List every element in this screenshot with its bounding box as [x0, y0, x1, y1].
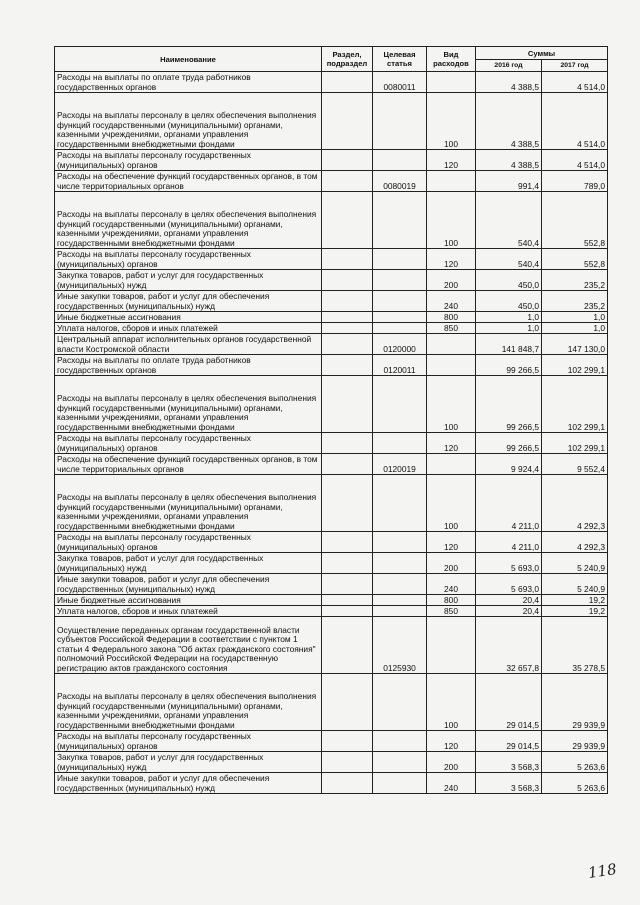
cell-target [373, 532, 427, 553]
cell-section [322, 355, 373, 376]
cell-2017: 552,8 [542, 192, 608, 249]
cell-name: Осуществление переданных органам государственной власти субъектов Российской Федерации в соответствии с пунктом 1 статьи 4 Федерального закона "Об актах гражданского состояния" полномочий Российской Федерации на государственную регистрацию актов гражданского состояния [55, 617, 322, 674]
table-row [55, 192, 608, 249]
cell-section [322, 773, 373, 794]
cell-2017: 102 299,1 [542, 376, 608, 433]
cell-name: Иные закупки товаров, работ и услуг для обеспечения государственных (муниципальных) нужд [55, 574, 322, 595]
cell-target [373, 475, 427, 532]
cell-kind [427, 355, 476, 376]
cell-2017: 235,2 [542, 270, 608, 291]
cell-section [322, 606, 373, 617]
cell-kind: 200 [427, 270, 476, 291]
cell-2016: 141 848,7 [476, 334, 542, 355]
cell-kind: 100 [427, 674, 476, 731]
table-row [55, 72, 608, 93]
cell-target [373, 731, 427, 752]
cell-kind [427, 171, 476, 192]
cell-2016: 3 568,3 [476, 752, 542, 773]
header-section: Раздел, подраздел [322, 47, 373, 72]
cell-target: 0120019 [373, 454, 427, 475]
cell-2016: 1,0 [476, 312, 542, 323]
cell-name: Иные бюджетные ассигнования [55, 595, 322, 606]
cell-target [373, 553, 427, 574]
cell-kind: 100 [427, 192, 476, 249]
table-row [55, 617, 608, 674]
cell-section [322, 752, 373, 773]
cell-kind: 120 [427, 150, 476, 171]
cell-name: Центральный аппарат исполнительных органов государственной власти Костромской области [55, 334, 322, 355]
cell-section [322, 192, 373, 249]
cell-2017: 1,0 [542, 312, 608, 323]
cell-2017: 5 263,6 [542, 752, 608, 773]
cell-kind: 200 [427, 752, 476, 773]
header-target: Целевая статья [373, 47, 427, 72]
cell-2017: 789,0 [542, 171, 608, 192]
cell-section [322, 617, 373, 674]
cell-target [373, 752, 427, 773]
cell-2017: 5 240,9 [542, 553, 608, 574]
cell-target [373, 773, 427, 794]
cell-section [322, 674, 373, 731]
cell-2016: 5 693,0 [476, 553, 542, 574]
table-row [55, 355, 608, 376]
cell-name: Расходы на выплаты по оплате труда работников государственных органов [55, 72, 322, 93]
table-row [55, 674, 608, 731]
cell-2017: 147 130,0 [542, 334, 608, 355]
cell-2016: 540,4 [476, 192, 542, 249]
table-row [55, 323, 608, 334]
cell-2016: 29 014,5 [476, 674, 542, 731]
cell-kind [427, 454, 476, 475]
cell-section [322, 93, 373, 150]
cell-2016: 32 657,8 [476, 617, 542, 674]
cell-target [373, 376, 427, 433]
table-row [55, 291, 608, 312]
cell-2017: 19,2 [542, 606, 608, 617]
cell-kind: 240 [427, 291, 476, 312]
cell-section [322, 574, 373, 595]
cell-target [373, 270, 427, 291]
cell-kind: 100 [427, 376, 476, 433]
cell-kind: 240 [427, 574, 476, 595]
cell-target [373, 574, 427, 595]
cell-name: Иные закупки товаров, работ и услуг для обеспечения государственных (муниципальных) нужд [55, 773, 322, 794]
cell-section [322, 249, 373, 270]
table-header [55, 47, 608, 72]
cell-section [322, 323, 373, 334]
cell-name: Закупка товаров, работ и услуг для государственных (муниципальных) нужд [55, 752, 322, 773]
cell-2016: 4 211,0 [476, 532, 542, 553]
cell-section [322, 150, 373, 171]
table-row [55, 150, 608, 171]
table-row [55, 606, 608, 617]
table-row [55, 249, 608, 270]
cell-2017: 4 292,3 [542, 532, 608, 553]
cell-target [373, 150, 427, 171]
cell-kind: 100 [427, 475, 476, 532]
table-row [55, 731, 608, 752]
cell-2017: 35 278,5 [542, 617, 608, 674]
header-year-2017: 2017 год [542, 60, 608, 72]
cell-2017: 4 514,0 [542, 150, 608, 171]
cell-section [322, 553, 373, 574]
cell-2016: 3 568,3 [476, 773, 542, 794]
cell-kind: 240 [427, 773, 476, 794]
cell-target [373, 323, 427, 334]
cell-2017: 29 939,9 [542, 674, 608, 731]
table-row [55, 270, 608, 291]
cell-name: Расходы на обеспечение функций государственных органов, в том числе территориальных органов [55, 454, 322, 475]
cell-name: Расходы на выплаты персоналу в целях обеспечения выполнения функций государственными (муниципальными) органами, казенными учреждениями, органами управления государственными внебюджетными фондами [55, 376, 322, 433]
cell-section [322, 270, 373, 291]
cell-kind: 120 [427, 249, 476, 270]
cell-name: Расходы на выплаты персоналу в целях обеспечения выполнения функций государственными (муниципальными) органами, казенными учреждениями, органами управления государственными внебюджетными фондами [55, 93, 322, 150]
cell-2016: 29 014,5 [476, 731, 542, 752]
cell-name: Расходы на выплаты по оплате труда работников государственных органов [55, 355, 322, 376]
cell-kind: 120 [427, 731, 476, 752]
cell-2017: 29 939,9 [542, 731, 608, 752]
table-row [55, 171, 608, 192]
cell-target: 0120011 [373, 355, 427, 376]
cell-2017: 235,2 [542, 291, 608, 312]
cell-2016: 4 211,0 [476, 475, 542, 532]
table-row [55, 595, 608, 606]
cell-2017: 102 299,1 [542, 433, 608, 454]
cell-target: 0120000 [373, 334, 427, 355]
cell-2016: 20,4 [476, 595, 542, 606]
cell-kind [427, 617, 476, 674]
cell-section [322, 376, 373, 433]
cell-kind: 850 [427, 323, 476, 334]
cell-2016: 5 693,0 [476, 574, 542, 595]
cell-target: 0080019 [373, 171, 427, 192]
cell-2017: 5 263,6 [542, 773, 608, 794]
cell-2016: 4 388,5 [476, 72, 542, 93]
cell-section [322, 72, 373, 93]
cell-2016: 99 266,5 [476, 376, 542, 433]
cell-target [373, 595, 427, 606]
cell-2017: 552,8 [542, 249, 608, 270]
cell-name: Расходы на выплаты персоналу государственных (муниципальных) органов [55, 731, 322, 752]
cell-2016: 20,4 [476, 606, 542, 617]
table-row [55, 376, 608, 433]
cell-2017: 5 240,9 [542, 574, 608, 595]
cell-section [322, 312, 373, 323]
cell-target [373, 249, 427, 270]
cell-name: Иные бюджетные ассигнования [55, 312, 322, 323]
cell-2016: 99 266,5 [476, 355, 542, 376]
cell-section [322, 291, 373, 312]
cell-kind: 100 [427, 93, 476, 150]
cell-target [373, 93, 427, 150]
cell-name: Уплата налогов, сборов и иных платежей [55, 606, 322, 617]
cell-section [322, 334, 373, 355]
header-kind: Вид расходов [427, 47, 476, 72]
table-row [55, 532, 608, 553]
cell-target [373, 433, 427, 454]
cell-target: 0125930 [373, 617, 427, 674]
cell-2016: 99 266,5 [476, 433, 542, 454]
cell-section [322, 433, 373, 454]
cell-target [373, 674, 427, 731]
cell-section [322, 731, 373, 752]
table-row [55, 334, 608, 355]
header-name: Наименование [55, 47, 322, 72]
cell-section [322, 595, 373, 606]
cell-2016: 4 388,5 [476, 93, 542, 150]
cell-2016: 991,4 [476, 171, 542, 192]
cell-name: Расходы на выплаты персоналу в целях обеспечения выполнения функций государственными (муниципальными) органами, казенными учреждениями, органами управления государственными внебюджетными фондами [55, 475, 322, 532]
cell-name: Расходы на обеспечение функций государственных органов, в том числе территориальных органов [55, 171, 322, 192]
cell-name: Расходы на выплаты персоналу в целях обеспечения выполнения функций государственными (муниципальными) органами, казенными учреждениями, органами управления государственными внебюджетными фондами [55, 674, 322, 731]
cell-kind: 200 [427, 553, 476, 574]
cell-2017: 9 552,4 [542, 454, 608, 475]
header-sums: Суммы [476, 47, 608, 60]
cell-section [322, 532, 373, 553]
cell-2017: 102 299,1 [542, 355, 608, 376]
cell-section [322, 454, 373, 475]
cell-2017: 1,0 [542, 323, 608, 334]
cell-kind: 120 [427, 433, 476, 454]
cell-section [322, 475, 373, 532]
cell-target [373, 606, 427, 617]
table-row [55, 553, 608, 574]
cell-name: Расходы на выплаты персоналу в целях обеспечения выполнения функций государственными (муниципальными) органами, казенными учреждениями, органами управления государственными внебюджетными фондами [55, 192, 322, 249]
cell-target [373, 312, 427, 323]
cell-target [373, 291, 427, 312]
cell-name: Иные закупки товаров, работ и услуг для обеспечения государственных (муниципальных) нужд [55, 291, 322, 312]
cell-kind [427, 72, 476, 93]
cell-kind: 120 [427, 532, 476, 553]
table-row [55, 93, 608, 150]
cell-2016: 4 388,5 [476, 150, 542, 171]
cell-name: Закупка товаров, работ и услуг для государственных (муниципальных) нужд [55, 270, 322, 291]
cell-2016: 450,0 [476, 270, 542, 291]
cell-name: Расходы на выплаты персоналу государственных (муниципальных) органов [55, 249, 322, 270]
table-row [55, 475, 608, 532]
cell-section [322, 171, 373, 192]
table-row [55, 752, 608, 773]
table-row [55, 773, 608, 794]
cell-name: Расходы на выплаты персоналу государственных (муниципальных) органов [55, 532, 322, 553]
cell-2017: 19,2 [542, 595, 608, 606]
budget-table [54, 46, 608, 794]
table-row [55, 433, 608, 454]
cell-2017: 4 514,0 [542, 72, 608, 93]
cell-name: Закупка товаров, работ и услуг для государственных (муниципальных) нужд [55, 553, 322, 574]
cell-2016: 9 924,4 [476, 454, 542, 475]
cell-kind: 850 [427, 606, 476, 617]
cell-kind: 800 [427, 312, 476, 323]
cell-kind [427, 334, 476, 355]
cell-name: Расходы на выплаты персоналу государственных (муниципальных) органов [55, 150, 322, 171]
table-row [55, 574, 608, 595]
cell-kind: 800 [427, 595, 476, 606]
header-year-2016: 2016 год [476, 60, 542, 72]
table-body [55, 72, 608, 794]
cell-target: 0080011 [373, 72, 427, 93]
table-row [55, 454, 608, 475]
cell-2017: 4 514,0 [542, 93, 608, 150]
cell-name: Уплата налогов, сборов и иных платежей [55, 323, 322, 334]
cell-target [373, 192, 427, 249]
table-row [55, 312, 608, 323]
cell-2016: 540,4 [476, 249, 542, 270]
cell-2016: 1,0 [476, 323, 542, 334]
cell-name: Расходы на выплаты персоналу государственных (муниципальных) органов [55, 433, 322, 454]
cell-2016: 450,0 [476, 291, 542, 312]
cell-2017: 4 292,3 [542, 475, 608, 532]
page-number: 118 [586, 860, 618, 882]
